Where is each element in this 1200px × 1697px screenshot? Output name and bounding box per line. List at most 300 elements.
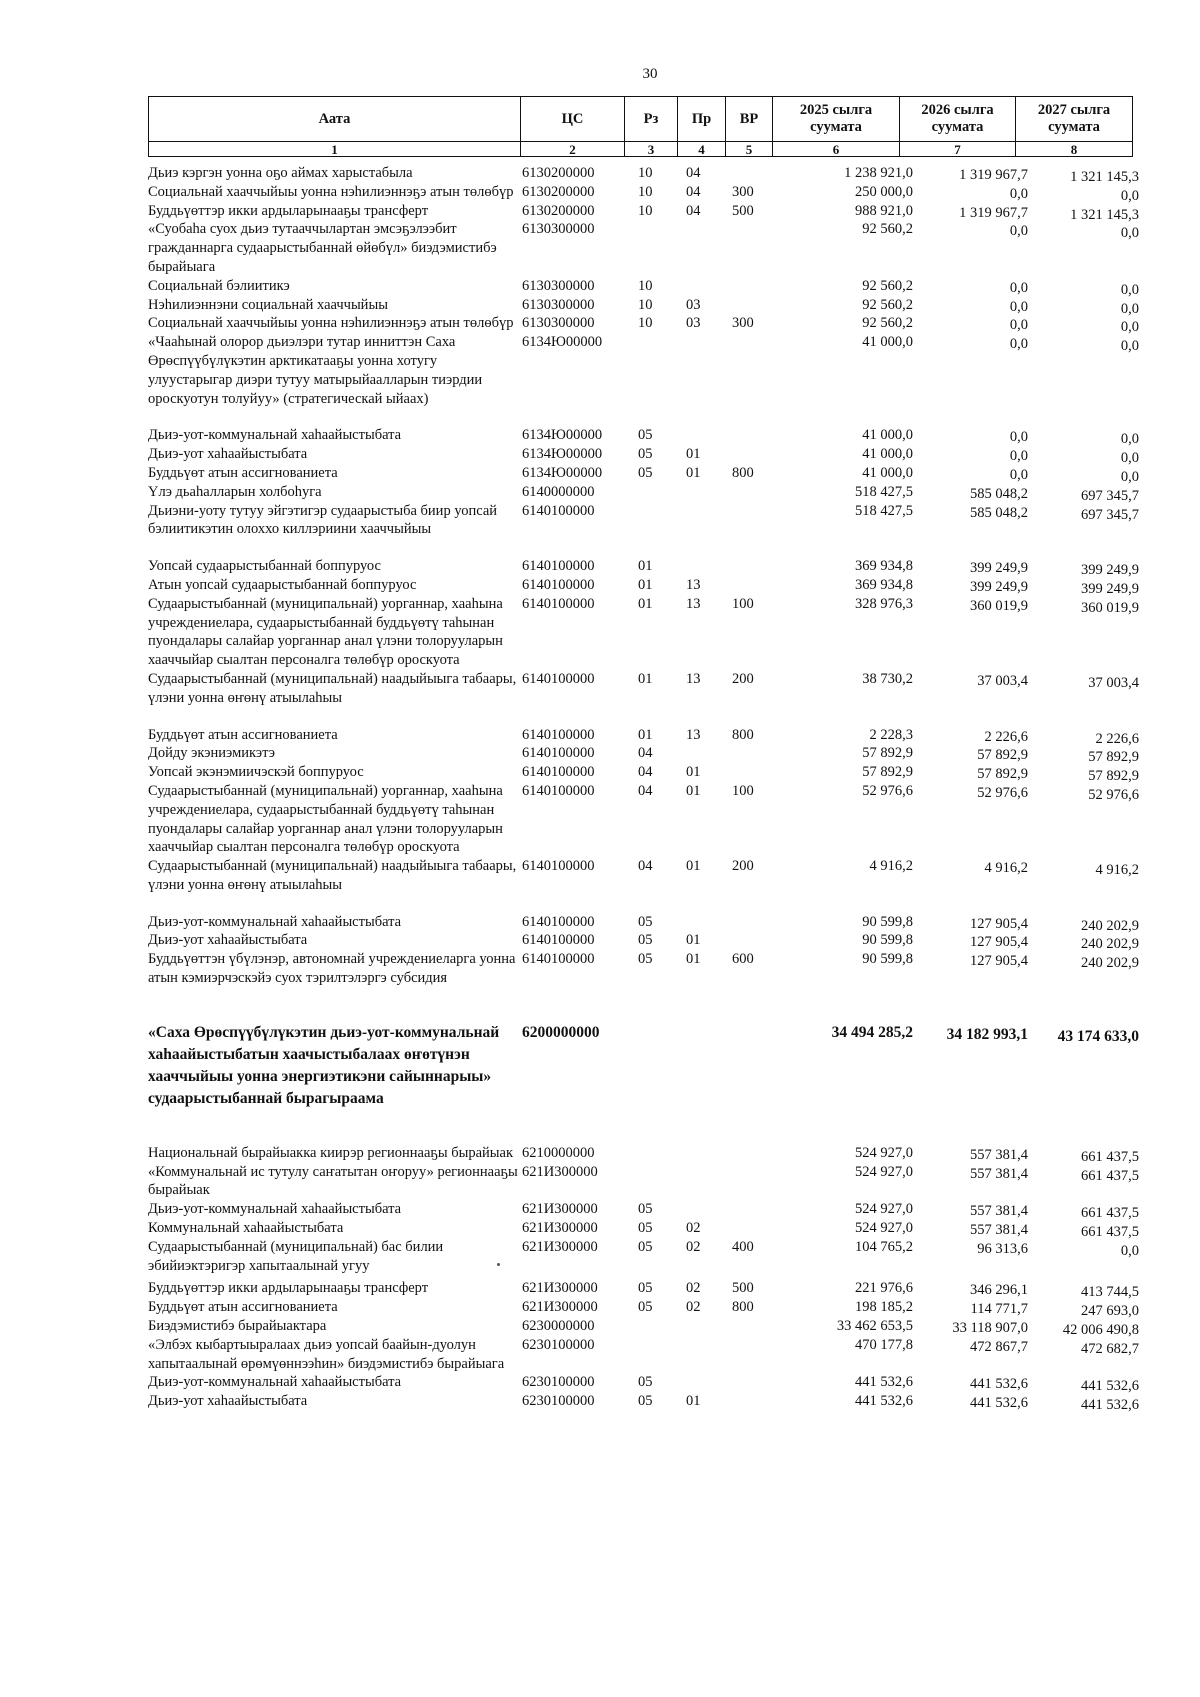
row-value-2026: 0,0 [1009,279,1028,296]
row-pr: 01 [686,1393,701,1410]
row-value-2027: 399 249,9 [1081,580,1139,597]
row-value-2025: 4 916,2 [869,858,913,875]
row-value-2027: 360 019,9 [1081,599,1139,616]
row-cs: 6200000000 [522,1023,600,1041]
row-rz: 10 [638,165,653,181]
table-row [148,1373,1139,1395]
table-row [148,1022,1138,1110]
row-cs: 621И300000 [522,1238,598,1255]
table-row [148,164,1138,183]
row-cs: 6134Ю00000 [522,427,603,444]
row-pr: 01 [686,858,701,875]
column-header-2026: 2026 сылга суумата [900,97,1016,142]
table-row [148,426,1139,448]
row-rz: 05 [638,1393,653,1410]
row-value-2027: 661 437,5 [1081,1205,1139,1222]
row-value-2027: 42 006 490,8 [1062,1322,1139,1339]
table-row [148,277,1138,296]
table-row [148,950,1138,988]
row-pr: 01 [686,446,701,463]
row-rz: 05 [638,446,653,463]
column-header-2025: 2025 сылга суумата [773,97,900,142]
row-value-2027: 240 202,9 [1081,936,1139,953]
row-pr: 04 [686,183,701,200]
row-value-2025: 328 976,3 [855,595,913,612]
row-name: «Чааһынай олорор дьиэлэри тутар инниттэн Саха Өрөспүүбүлүкэтин арктикатааҕы уонна хотугу улуустарыгар диэри тутуу матырыйаалларын тиэрдии ороскуотун толуйуу» (стратегическай ыйаах) [148,334,483,407]
row-value-2025: 57 892,9 [862,764,913,781]
row-value-2027: 0,0 [1120,1242,1139,1259]
row-name: Социальнай хааччыйыы уонна нэһилиэннэҕэ атын төлөбүр [148,183,514,200]
row-value-2025: 92 560,2 [862,221,913,238]
row-cs: 6140100000 [522,858,595,875]
row-vr: 600 [732,951,754,968]
row-value-2026: 399 249,9 [970,560,1028,577]
row-name: «Элбэх кыбартыыралаах дьиэ уопсай баайын-дуолун хапытаалынай өрөмүөннээһин» биэдэмистибэ бырайыага [148,1336,505,1372]
row-rz: 04 [638,858,653,875]
row-cs: 621И300000 [522,1163,598,1180]
row-cs: 621И300000 [522,1201,598,1218]
row-cs: 621И300000 [522,1220,598,1237]
table-row [148,576,1138,595]
column-number: 5 [726,142,773,157]
table-row [148,502,1138,540]
column-header-vr: ВР [726,97,773,142]
row-cs: 6140100000 [522,576,595,593]
row-pr: 13 [686,576,701,593]
row-value-2026: 57 892,9 [977,766,1028,783]
row-value-2025: 34 494 285,2 [831,1023,913,1041]
row-name: «Коммунальнай ис тутулу саҥатытан оҥоруу» регионнааҕы бырайыак [148,1163,518,1199]
row-value-2027: 697 345,7 [1081,487,1139,504]
row-value-2025: 221 976,6 [855,1280,913,1297]
row-value-2025: 52 976,6 [862,782,913,799]
row-value-2025: 524 927,0 [855,1220,913,1237]
row-value-2026: 0,0 [1009,223,1028,240]
row-rz: 04 [638,745,653,762]
row-name: Судаарыстыбаннай (муниципальнай) наадыйыыга табаары, үлэни уонна өҥөнү атыылаһыы [148,670,517,706]
row-value-2026: 1 319 967,7 [959,204,1028,221]
row-pr: 13 [686,670,701,687]
row-name: Социальнай хааччыйыы уонна нэһилиэннэҕэ атын төлөбүр [148,315,514,332]
row-pr: 03 [686,315,701,332]
row-value-2025: 1 238 921,0 [844,165,913,181]
table-row [148,1317,1139,1339]
row-value-2026: 585 048,2 [970,485,1028,502]
row-value-2026: 441 532,6 [970,1376,1028,1393]
table-row [148,333,1138,408]
row-value-2026: 34 182 993,1 [946,1025,1028,1043]
row-pr: 01 [686,464,701,481]
row-rz: 01 [638,595,653,612]
row-value-2026: 96 313,6 [977,1240,1028,1257]
row-name: Дьиэ-уот-коммунальнай хаһаайыстыбата [148,913,402,930]
row-value-2026: 57 892,9 [977,747,1028,764]
row-value-2027: 37 003,4 [1088,674,1139,691]
row-name: Буддьүөт атын ассигнованиета [148,1299,338,1316]
row-value-2025: 104 765,2 [855,1238,913,1255]
row-value-2026: 557 381,4 [970,1165,1028,1182]
table-row [148,1279,1139,1301]
row-pr: 01 [686,951,701,968]
row-name: Биэдэмистибэ бырайыактара [148,1318,327,1335]
row-name: Дьиэ-уот-коммунальнай хаһаайыстыбата [148,1201,402,1218]
table-row [148,314,1139,336]
row-pr: 01 [686,764,701,781]
row-value-2027: 240 202,9 [1081,917,1139,934]
row-vr: 100 [732,595,754,612]
row-rz: 10 [638,296,653,313]
row-value-2025: 524 927,0 [855,1144,913,1161]
row-pr: 01 [686,932,701,949]
row-value-2026: 127 905,4 [970,934,1028,951]
row-name: Буддьүөттэн үбүлэнэр, автономнай учреждениеларга уонна атын кэмиэрчэскэйэ суох тэрилтэлэргэ субсидия [148,951,516,987]
row-value-2027: 0,0 [1120,468,1139,485]
row-cs: 6140100000 [522,745,595,762]
row-value-2025: 41 000,0 [862,427,913,444]
row-name: «Суобаһа суох дьиэ тутааччылартан эмсэҕэлээбит гражданнарга судаарыстыбаннай өйөбүл» биэдэмистибэ бырайыага [148,221,497,275]
row-value-2027: 0,0 [1120,338,1139,355]
row-value-2026: 0,0 [1009,448,1028,465]
row-value-2026: 114 771,7 [970,1301,1028,1318]
row-cs: 6210000000 [522,1144,595,1161]
row-cs: 621И300000 [522,1280,598,1297]
row-value-2026: 2 226,6 [984,728,1028,745]
row-rz: 05 [638,932,653,949]
row-vr: 200 [732,858,754,875]
table-row [148,913,1138,932]
row-pr: 04 [686,165,701,181]
row-cs: 6134Ю00000 [522,446,603,463]
row-pr: 13 [686,726,701,743]
row-name: Судаарыстыбаннай (муниципальнай) уорганнар, хааһына учреждениелара, судаарыстыбаннай буддьүөтү таһынан пуондалары салайар уорганнар анал үлэни толорууларын хааччыйар сыалтан персоналга төлөбүр ороскуота [148,782,503,856]
row-vr: 300 [732,315,754,332]
row-value-2027: 1 321 145,3 [1070,206,1139,223]
row-value-2026: 0,0 [1009,298,1028,315]
row-rz: 05 [638,464,653,481]
table-row [148,670,1138,708]
row-name: Дьиэ-уот-коммунальнай хаһаайыстыбата [148,1374,402,1391]
row-cs: 6140100000 [522,726,595,743]
row-value-2026: 557 381,4 [970,1222,1028,1239]
row-pr: 02 [686,1220,701,1237]
row-value-2025: 92 560,2 [862,277,913,294]
table-row [148,1219,1139,1241]
row-name: Коммунальнай хаһаайыстыбата [148,1220,344,1237]
row-name: Буддьүөттэр икки ардыларынааҕы трансферт [148,1280,429,1297]
row-value-2025: 250 000,0 [855,183,913,200]
row-rz: 05 [638,951,653,968]
row-cs: 6230000000 [522,1318,595,1335]
row-vr: 200 [732,670,754,687]
row-value-2025: 33 462 653,5 [836,1318,913,1335]
row-cs: 6130300000 [522,315,595,332]
row-vr: 800 [732,464,754,481]
row-cs: 6130300000 [522,296,595,313]
row-value-2025: 41 000,0 [862,446,913,463]
row-value-2025: 524 927,0 [855,1201,913,1218]
row-value-2026: 557 381,4 [970,1203,1028,1220]
table-row [148,220,1138,276]
row-value-2026: 472 867,7 [970,1338,1028,1355]
row-value-2026: 346 296,1 [970,1282,1028,1299]
row-rz: 01 [638,726,653,743]
column-number: 2 [521,142,625,157]
row-cs: 6140100000 [522,502,595,519]
row-cs: 6140100000 [522,951,595,968]
row-value-2026: 399 249,9 [970,578,1028,595]
row-cs: 6140100000 [522,932,595,949]
row-value-2027: 0,0 [1120,319,1139,336]
row-value-2025: 441 532,6 [855,1374,913,1391]
row-value-2026: 0,0 [1009,429,1028,446]
row-cs: 6140000000 [522,483,595,500]
row-rz: 05 [638,1374,653,1391]
row-value-2027: 0,0 [1120,187,1139,204]
row-rz: 05 [638,1220,653,1237]
row-value-2025: 92 560,2 [862,315,913,332]
row-cs: 6140100000 [522,670,595,687]
row-name: Судаарыстыбаннай (муниципальнай) наадыйыыга табаары, үлэни уонна өҥөнү атыылаһыы [148,858,517,893]
row-name: Социальнай бэлиитикэ [148,277,290,294]
row-value-2025: 41 000,0 [862,464,913,481]
row-value-2027: 697 345,7 [1081,506,1139,523]
row-name: Дьиэ-уот хаһаайыстыбата [148,1393,308,1410]
row-name: Дьиэни-уоту тутуу эйгэтигэр судаарыстыба биир уопсай бэлиитикэтин олоххо киллэриини хааччыйыы [148,502,498,538]
row-cs: 6230100000 [522,1393,595,1410]
row-value-2025: 41 000,0 [862,334,913,351]
row-value-2026: 4 916,2 [984,860,1028,877]
row-value-2026: 52 976,6 [977,784,1028,801]
row-value-2027: 240 202,9 [1081,955,1139,972]
row-rz: 10 [638,315,653,332]
row-name: «Саха Өрөспүүбүлүкэтин дьиэ-уот-коммунальнай хаһаайыстыбатын хаачыстыбалаах өҥөтүнэн хааччыйыы уонна энергиэтикэни сайыннарыы» судаарыстыбаннай бырагыраама [148,1023,500,1107]
table-row [148,464,1138,483]
row-value-2026: 0,0 [1009,317,1028,334]
row-rz: 10 [638,183,653,200]
row-rz: 05 [638,913,653,930]
row-vr: 500 [732,202,754,219]
row-rz: 01 [638,576,653,593]
row-rz: 10 [638,277,653,294]
column-number: 6 [773,142,900,157]
table-row [148,1392,1139,1414]
row-rz: 04 [638,782,653,799]
table-row [148,1200,1139,1222]
row-value-2027: 52 976,6 [1088,786,1139,803]
column-header-name: Аата [149,97,521,142]
row-value-2027: 4 916,2 [1095,862,1139,879]
row-value-2026: 585 048,2 [970,504,1028,521]
row-pr: 02 [686,1238,701,1255]
row-rz: 05 [638,427,653,444]
row-rz: 05 [638,1299,653,1316]
row-value-2027: 43 174 633,0 [1057,1027,1139,1045]
row-rz: 05 [638,1201,653,1218]
table-row [148,1163,1138,1201]
row-value-2025: 2 228,3 [869,726,913,743]
row-rz: 05 [638,1280,653,1297]
row-value-2026: 441 532,6 [970,1395,1028,1412]
row-vr: 100 [732,782,754,799]
row-vr: 800 [732,1299,754,1316]
column-header-rz: Рз [625,97,678,142]
row-value-2025: 369 934,8 [855,558,913,575]
column-header-2027: 2027 сылга суумата [1016,97,1133,142]
row-value-2026: 33 118 907,0 [952,1320,1028,1337]
column-number: 8 [1016,142,1133,157]
row-value-2027: 0,0 [1120,300,1139,317]
table-row [148,183,1138,202]
row-value-2025: 518 427,5 [855,483,913,500]
row-vr: 400 [732,1238,754,1255]
row-value-2026: 0,0 [1009,185,1028,202]
row-pr: 13 [686,595,701,612]
table-row [148,1238,1138,1276]
row-value-2025: 90 599,8 [862,951,913,968]
row-name: Судаарыстыбаннай (муниципальнай) уорганнар, хааһына учреждениелара, судаарыстыбаннай буддьүөтү таһынан пуондалары салайар уорганнар анал үлэни толорууларын хааччыйар сыалтан персоналга төлөбүр ороскуота [148,595,503,669]
row-value-2027: 0,0 [1120,431,1139,448]
row-pr: 02 [686,1280,701,1297]
row-value-2025: 90 599,8 [862,932,913,949]
row-value-2025: 57 892,9 [862,745,913,762]
row-name: Буддьүөт атын ассигнованиета [148,726,338,743]
row-value-2026: 127 905,4 [970,915,1028,932]
table-row [148,763,1139,785]
row-name: Үлэ дьаһалларын холбоһуга [148,483,322,500]
row-rz: 01 [638,558,653,575]
row-name: Дьиэ-уот хаһаайыстыбата [148,932,308,949]
column-header-pr: Пр [678,97,726,142]
row-name: Атын уопсай судаарыстыбаннай боппуруос [148,576,417,593]
column-number: 7 [900,142,1016,157]
row-value-2026: 37 003,4 [977,672,1028,689]
table-body [148,164,1139,1414]
row-value-2027: 472 682,7 [1081,1340,1139,1357]
row-cs: 6130300000 [522,277,595,294]
row-value-2027: 57 892,9 [1088,749,1139,766]
scan-speck [497,1263,500,1266]
row-value-2027: 399 249,9 [1081,562,1139,579]
row-value-2025: 441 532,6 [855,1393,913,1410]
row-value-2027: 0,0 [1120,450,1139,467]
row-value-2025: 92 560,2 [862,296,913,313]
table-row [148,744,1139,766]
row-value-2025: 470 177,8 [855,1336,913,1353]
row-value-2025: 198 185,2 [855,1299,913,1316]
row-vr: 300 [732,183,754,200]
row-name: Буддьүөт атын ассигнованиета [148,464,338,481]
row-name: Дьиэ-уот-коммунальнай хаһаайыстыбата [148,427,402,444]
row-cs: 6140100000 [522,595,595,612]
row-pr: 01 [686,782,701,799]
row-value-2025: 524 927,0 [855,1163,913,1180]
row-cs: 6130200000 [522,183,595,200]
row-cs: 6130300000 [522,221,595,238]
row-cs: 6140100000 [522,558,595,575]
row-value-2027: 413 744,5 [1081,1284,1139,1301]
row-cs: 6134Ю00000 [522,464,603,481]
row-value-2027: 0,0 [1120,225,1139,242]
row-name: Нэһилиэннэни социальнай хааччыйыы [148,296,388,313]
row-value-2026: 1 319 967,7 [959,167,1028,183]
table-row [148,557,1139,579]
row-name: Уопсай судаарыстыбаннай боппуруос [148,558,381,575]
row-value-2025: 518 427,5 [855,502,913,519]
row-cs: 6140100000 [522,782,595,799]
table-row [148,483,1138,502]
table-row [148,202,1138,221]
row-name: Дойду экэниэмикэтэ [148,745,276,762]
table-row [148,857,1138,895]
column-number: 4 [678,142,726,157]
row-value-2027: 1 321 145,3 [1070,169,1139,185]
row-pr: 03 [686,296,701,313]
row-name: Дьиэ-уот хаһаайыстыбата [148,446,308,463]
row-rz: 04 [638,764,653,781]
row-pr: 04 [686,202,701,219]
table-header [148,96,1133,157]
page-number: 30 [642,66,658,82]
row-pr: 02 [686,1299,701,1316]
row-value-2025: 369 934,8 [855,576,913,593]
table-row [148,1144,1138,1163]
column-number: 3 [625,142,678,157]
row-value-2025: 38 730,2 [862,670,913,687]
table-row [148,726,1138,745]
row-value-2027: 441 532,6 [1081,1397,1139,1414]
table-row [148,595,1138,670]
row-cs: 6130200000 [522,165,595,181]
row-value-2027: 57 892,9 [1088,768,1139,785]
row-value-2026: 127 905,4 [970,953,1028,970]
row-cs: 6140100000 [522,764,595,781]
row-value-2027: 2 226,6 [1095,730,1139,747]
column-number: 1 [149,142,521,157]
row-value-2027: 661 437,5 [1081,1224,1139,1241]
row-rz: 01 [638,670,653,687]
row-vr: 500 [732,1280,754,1297]
row-cs: 6130200000 [522,202,595,219]
row-value-2027: 247 693,0 [1081,1303,1139,1320]
row-vr: 800 [732,726,754,743]
table-row [148,445,1139,467]
row-value-2026: 557 381,4 [970,1146,1028,1163]
row-cs: 6134Ю00000 [522,334,603,351]
table-row [148,782,1138,857]
row-value-2026: 0,0 [1009,466,1028,483]
row-name: Буддьүөттэр икки ардыларынааҕы трансферт [148,202,429,219]
row-name: Дьиэ кэргэн уонна оҕо аймах харыстабыла [148,165,413,181]
table-row [148,296,1138,315]
row-cs: 621И300000 [522,1299,598,1316]
table-row [148,931,1139,953]
row-value-2025: 988 921,0 [855,202,913,219]
table-row [148,1298,1139,1320]
row-value-2027: 441 532,6 [1081,1378,1139,1395]
row-name: Судаарыстыбаннай (муниципальнай) бас билии эбийиэктэригэр хапытаалынай угуу [148,1238,444,1274]
row-value-2025: 90 599,8 [862,913,913,930]
row-cs: 6140100000 [522,913,595,930]
table-row [148,1336,1138,1374]
row-value-2027: 661 437,5 [1081,1167,1139,1184]
row-value-2027: 0,0 [1120,281,1139,298]
row-cs: 6230100000 [522,1336,595,1353]
row-value-2027: 661 437,5 [1081,1148,1139,1165]
row-name: Национальнай бырайыакка киирэр регионнааҕы бырайыак [148,1144,514,1161]
column-header-cs: ЦС [521,97,625,142]
row-rz: 10 [638,202,653,219]
row-name: Уопсай экэнэмиичэскэй боппуруос [148,764,364,781]
